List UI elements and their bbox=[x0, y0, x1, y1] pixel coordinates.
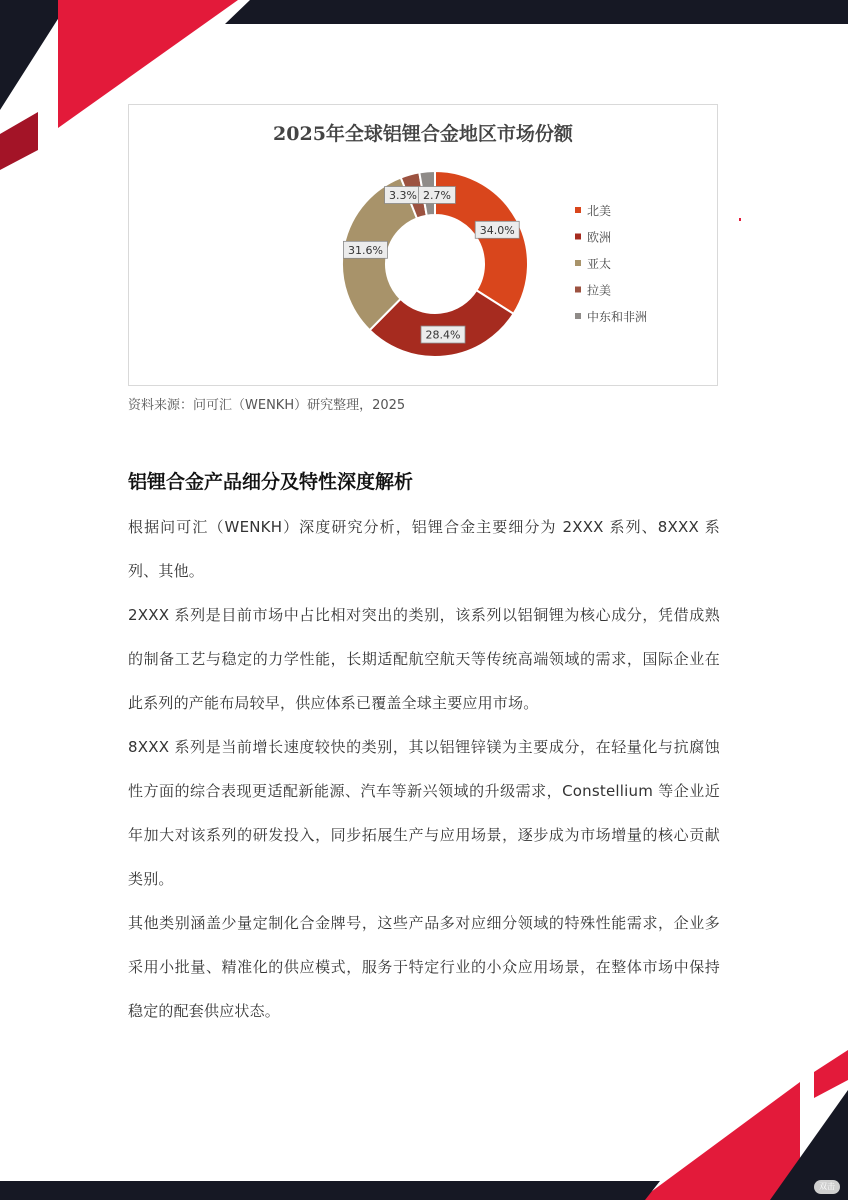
legend-label-2: 亚太 bbox=[587, 257, 612, 271]
top-left-dark-red-stripe bbox=[0, 112, 38, 170]
legend-label-0: 北美 bbox=[587, 204, 612, 218]
legend-label-3: 拉美 bbox=[587, 283, 612, 298]
bottom-dark-band bbox=[0, 1181, 660, 1200]
legend-marker-0 bbox=[575, 207, 581, 213]
legend-marker-1 bbox=[575, 234, 581, 240]
corner-badge[interactable]: 双击 bbox=[814, 1180, 840, 1194]
paragraph-1: 根据问可汇（WENKH）深度研究分析，铝锂合金主要细分为 2XXX 系列、8XXX 系列、其他。 bbox=[128, 518, 720, 580]
legend-marker-3 bbox=[575, 287, 581, 293]
legend-marker-4 bbox=[575, 313, 581, 319]
legend-label-4: 中东和非洲 bbox=[587, 310, 648, 324]
chart-title: 2025年全球铝锂合金地区市场份额 bbox=[273, 123, 573, 145]
paragraph-3: 8XXX 系列是当前增长速度较快的类别，其以铝锂锌镁为主要成分，在轻量化与抗腐蚀性方面的综合表现更适配新能源、汽车等新兴领域的升级需求，Constellium 等企业近年加大对该系列的研发投入，同步拓展生产与应用场景，逐步成为市场增量的核心贡献类别。 bbox=[128, 738, 720, 888]
chart-container bbox=[128, 104, 718, 386]
section-heading: 铝锂合金产品细分及特性深度解析 bbox=[128, 471, 414, 493]
data-label-1: 28.4% bbox=[425, 328, 461, 342]
data-label-0: 34.0% bbox=[479, 223, 515, 237]
donut-chart bbox=[129, 105, 717, 385]
paragraph-4: 其他类别涵盖少量定制化合金牌号，这些产品多对应细分领域的特殊性能需求，企业多采用小批量、精准化的供应模式，服务于特定行业的小众应用场景，在整体市场中保持稳定的配套供应状态。 bbox=[128, 914, 720, 1020]
red-dot bbox=[739, 218, 741, 221]
data-label-2: 31.6% bbox=[347, 243, 383, 257]
paragraph-2: 2XXX 系列是目前市场中占比相对突出的类别，该系列以铝铜锂为核心成分，凭借成熟的制备工艺与稳定的力学性能，长期适配航空航天等传统高端领域的需求，国际企业在此系列的产能布局较早，供应体系已覆盖全球主要应用市场。 bbox=[128, 606, 720, 712]
body-text bbox=[128, 505, 720, 1033]
legend-label-1: 欧洲 bbox=[587, 230, 612, 245]
top-dark-band bbox=[225, 0, 848, 24]
bottom-right-red-triangle bbox=[640, 1082, 800, 1200]
source-note: 资料来源：问可汇（WENKH）研究整理，2025 bbox=[128, 398, 406, 413]
data-label-3: 3.3% bbox=[389, 189, 417, 202]
data-label-4: 2.7% bbox=[423, 189, 451, 202]
bottom-right-red-stripe bbox=[814, 1050, 848, 1098]
legend-marker-2 bbox=[575, 260, 581, 266]
